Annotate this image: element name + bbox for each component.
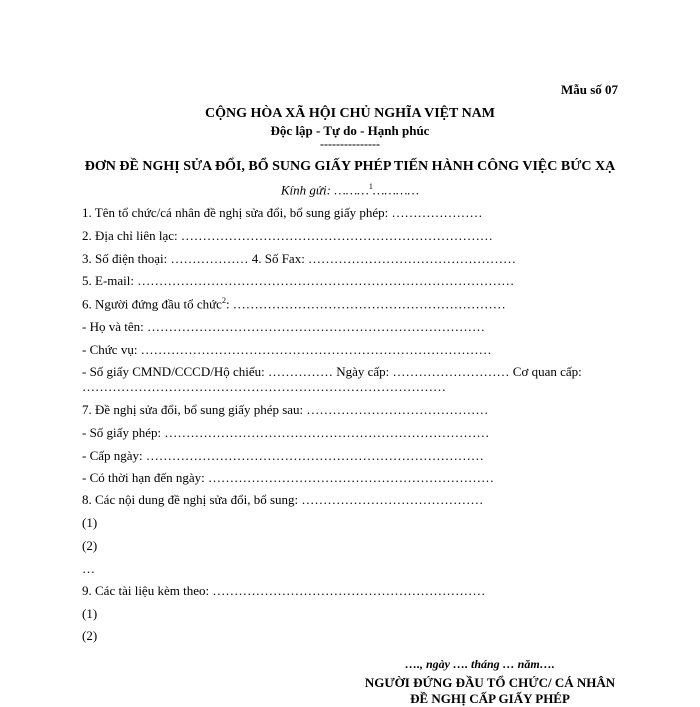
field-full-name: - Họ và tên: …………………………………………………………………… bbox=[82, 319, 485, 334]
recipient-suffix: ………… bbox=[372, 182, 420, 198]
head-of-org-footnote: 2 bbox=[221, 296, 226, 305]
amendment-item-2: (2) bbox=[82, 538, 98, 553]
field-id-continuation: ………………………………………………………………………… bbox=[82, 379, 446, 394]
field-license-request: 7. Đề nghị sửa đổi, bổ sung giấy phép sau: …………………………………… bbox=[82, 402, 489, 417]
field-issue-date: - Cấp ngày: …………………………………………………………………… bbox=[82, 448, 484, 463]
recipient-footnote: 1 bbox=[368, 182, 373, 191]
document-title: ĐƠN ĐỀ NGHỊ SỬA ĐỔI, BỔ SUNG GIẤY PHÉP TIẾN HÀNH CÔNG VIỆC BỨC XẠ bbox=[84, 159, 616, 174]
field-license-number: - Số giấy phép: ………………………………………………………………… bbox=[82, 425, 490, 440]
field-phone-fax: 3. Số điện thoại: ……………… 4. Số Fax: ………………………………………… bbox=[82, 251, 517, 266]
header-divider: --------------- bbox=[320, 137, 380, 151]
field-head-of-org bbox=[82, 296, 506, 312]
field-org-name: 1. Tên tổ chức/cá nhân đề nghị sửa đổi, bổ sung giấy phép: ………………… bbox=[82, 205, 483, 220]
field-id-document: - Số giấy CMND/CCCD/Hộ chiếu: …………… Ngày cấp: ……………………… Cơ quan cấp: bbox=[82, 364, 582, 379]
form-number: Mẫu số 07 bbox=[560, 82, 618, 97]
recipient-line bbox=[0, 182, 700, 198]
field-address: 2. Địa chỉ liên lạc: ……………………………………………………………… bbox=[82, 228, 493, 243]
signature-date: …., ngày …. tháng … năm…. bbox=[405, 657, 555, 671]
signer-block bbox=[350, 675, 630, 707]
amendment-more: … bbox=[82, 561, 95, 576]
field-attachments: 9. Các tài liệu kèm theo: ……………………………………………………… bbox=[82, 583, 486, 598]
amendment-item-1: (1) bbox=[82, 515, 98, 530]
attachment-item-2: (2) bbox=[82, 628, 98, 643]
field-amendment-content: 8. Các nội dung đề nghị sửa đổi, bổ sung: …………………………………… bbox=[82, 492, 484, 507]
field-email: 5. E-mail: …………………………………………………………………………… bbox=[82, 273, 515, 288]
signer-title: NGƯỜI ĐỨNG ĐẦU TỔ CHỨC/ CÁ NHÂN bbox=[364, 675, 616, 690]
field-valid-until: - Có thời hạn đến ngày: ………………………………………………………… bbox=[82, 470, 495, 485]
head-of-org-label: 6. Người đứng đầu tổ chức bbox=[82, 296, 222, 312]
head-of-org-dots: : ……………………………………………………… bbox=[225, 296, 506, 312]
national-motto: Độc lập - Tự do - Hạnh phúc bbox=[270, 123, 430, 138]
attachment-item-1: (1) bbox=[82, 606, 98, 621]
recipient-prefix: Kính gửi: ……… bbox=[280, 182, 369, 198]
field-position: - Chức vụ: ……………………………………………………………………… bbox=[82, 342, 492, 357]
signer-subtitle: ĐỀ NGHỊ CẤP GIẤY PHÉP bbox=[410, 691, 570, 706]
national-title: CỘNG HÒA XÃ HỘI CHỦ NGHĨA VIỆT NAM bbox=[204, 106, 495, 121]
